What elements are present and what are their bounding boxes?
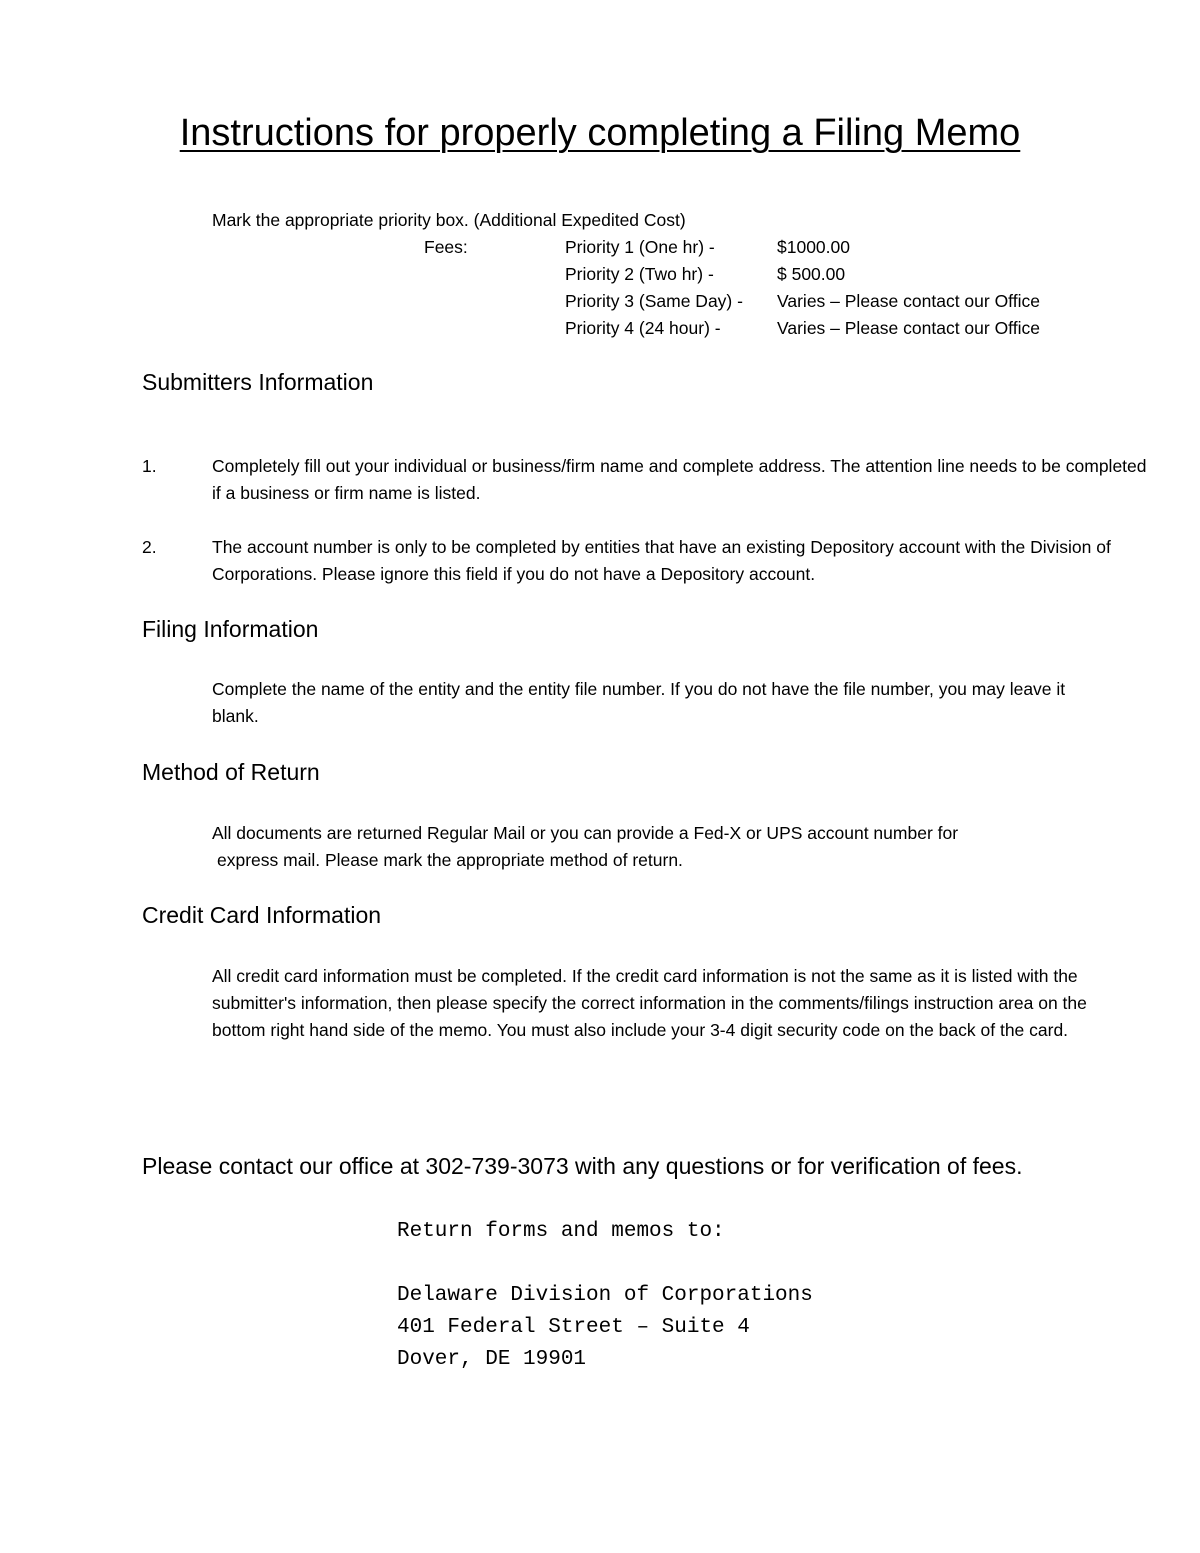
submitters-item-2-number: 2.	[142, 537, 157, 557]
return-address-city: Dover, DE 19901	[397, 1348, 587, 1371]
priority-4-label: Priority 4 (24 hour) -	[565, 318, 721, 338]
submitters-item-1-number: 1.	[142, 456, 157, 476]
filing-heading: Filing Information	[142, 616, 319, 642]
priority-2-label: Priority 2 (Two hr) -	[565, 264, 714, 284]
contact-line: Please contact our office at 302-739-3073 with any questions or for verification of fees.	[142, 1153, 1023, 1179]
priority-intro: Mark the appropriate priority box. (Additional Expedited Cost)	[212, 210, 686, 230]
credit-card-text: All credit card information must be completed. If the credit card information is not the same as it is listed with the submitter's information, then please specify the correct information in the comments/filings instruction area on the bottom right hand side of the memo. You must also include your 3-4 digit security code on the back of the card.	[212, 966, 1087, 1040]
page-title: Instructions for properly completing a Filing Memo	[179, 112, 1021, 154]
priority-3-label: Priority 3 (Same Day) -	[565, 291, 743, 311]
credit-card-heading: Credit Card Information	[142, 902, 382, 928]
return-address-intro: Return forms and memos to:	[397, 1220, 725, 1243]
return-method-line-1: All documents are returned Regular Mail or you can provide a Fed-X or UPS account number for	[212, 823, 959, 843]
submitters-item-1-text: Completely fill out your individual or business/firm name and complete address. The attention line needs to be completed if a business or firm name is listed.	[212, 456, 1147, 503]
return-address-street: 401 Federal Street – Suite 4	[397, 1316, 750, 1339]
priority-1-label: Priority 1 (One hr) -	[565, 237, 715, 257]
submitters-heading: Submitters Information	[142, 369, 374, 395]
priority-4-fee: Varies – Please contact our Office	[777, 318, 1040, 338]
submitters-item-2-text: The account number is only to be completed by entities that have an existing Depository account with the Division of Corporations. Please ignore this field if you do not have a Depository account.	[212, 537, 1111, 584]
fees-label: Fees:	[424, 237, 468, 257]
return-address-org: Delaware Division of Corporations	[397, 1284, 813, 1307]
return-method-line-2: express mail. Please mark the appropriate method of return.	[217, 850, 683, 870]
priority-1-fee: $1000.00	[777, 237, 850, 257]
priority-2-fee: $ 500.00	[777, 264, 846, 284]
return-method-heading: Method of Return	[142, 759, 320, 785]
priority-3-fee: Varies – Please contact our Office	[777, 291, 1040, 311]
filing-text: Complete the name of the entity and the entity file number. If you do not have the file number, you may leave it blank.	[212, 679, 1066, 726]
